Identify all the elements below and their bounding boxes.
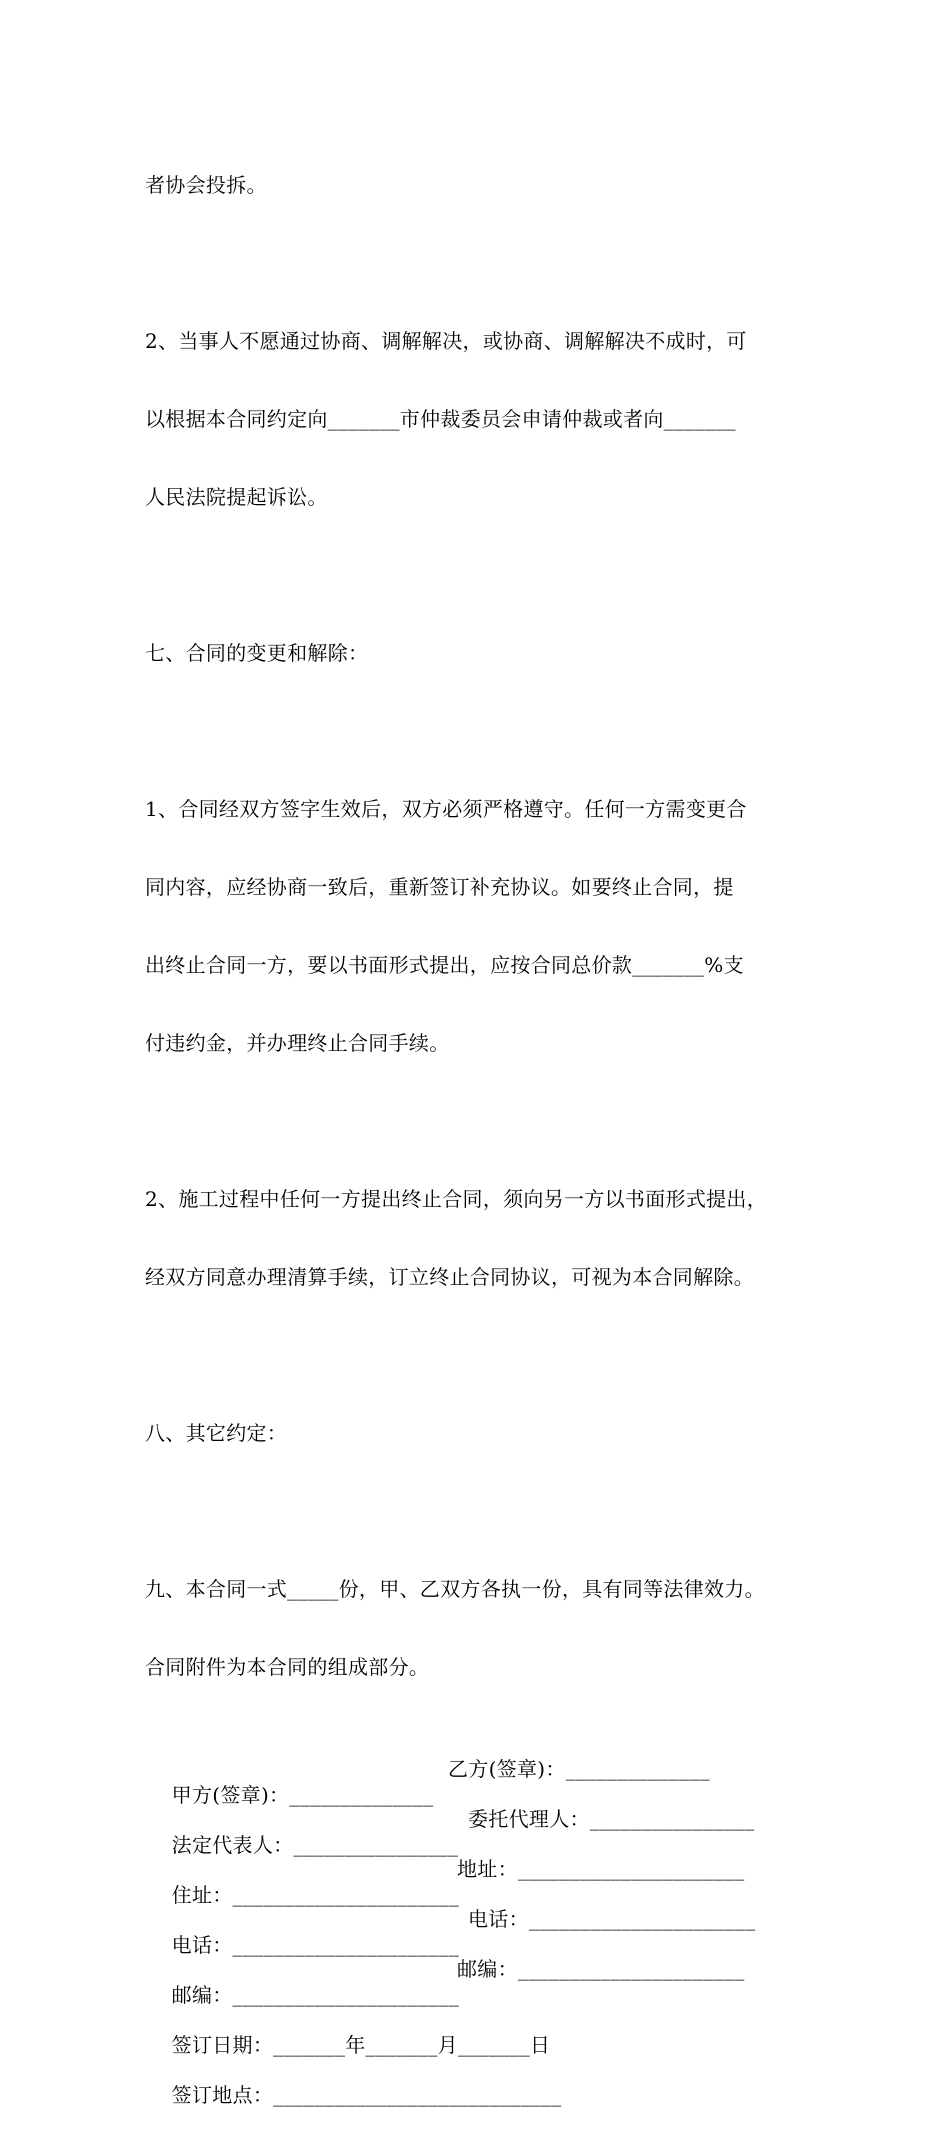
sign-date-field: 签订日期：_______年_______月_______日: [171, 2033, 551, 2057]
sign-place-field: 签订地点：____________________________: [171, 2083, 562, 2107]
postcode-a-field: 邮编：______________________: [171, 1983, 460, 2007]
paragraph-termination: [145, 1134, 835, 1342]
phone-a-field: 电话：______________________: [171, 1933, 460, 1957]
signature-row-date: [145, 2006, 835, 2057]
signature-row-representative: [145, 1806, 835, 1857]
signature-row-postcode: [145, 1956, 835, 2007]
postcode-b-field: 邮编：______________________: [457, 1957, 745, 1981]
paragraph-arbitration: [145, 276, 835, 562]
text-line: 出终止合同一方，要以书面形式提出，应按合同总价款_______%支: [145, 953, 744, 977]
text-line: 以根据本合同约定向_______市仲裁委员会申请仲裁或者向_______: [145, 407, 736, 431]
text-line: 者协会投拆。: [145, 173, 267, 197]
text-line: 九、本合同一式_____份，甲、乙双方各执一份，具有同等法律效力。: [145, 1577, 765, 1601]
signature-row-address: [145, 1856, 835, 1907]
text-line: 2、当事人不愿通过协商、调解解决，或协商、调解解决不成时，可: [145, 329, 747, 353]
agent-field: 委托代理人：________________: [468, 1807, 755, 1831]
text-line: 经双方同意办理清算手续，订立终止合同协议，可视为本合同解除。: [145, 1265, 754, 1289]
text-line: 同内容，应经协商一致后，重新签订补充协议。如要终止合同，提: [145, 875, 734, 899]
text-line: 1、合同经双方签字生效后，双方必须严格遵守。任何一方需变更合: [145, 797, 747, 821]
signature-row-place: [145, 2056, 835, 2107]
section-heading-7: [145, 588, 835, 718]
signature-row-phone: [145, 1906, 835, 1957]
text-line: 2、施工过程中任何一方提出终止合同，须向另一方以书面形式提出，: [145, 1187, 768, 1211]
section-heading-8: [145, 1368, 835, 1498]
address-a-field: 住址：______________________: [171, 1883, 460, 1907]
heading-text: 八、其它约定：: [145, 1421, 288, 1445]
address-b-field: 地址：______________________: [457, 1857, 745, 1881]
text-line: 人民法院提起诉讼。: [145, 485, 328, 509]
phone-b-field: 电话：______________________: [468, 1907, 756, 1931]
contract-page: [145, 120, 835, 2106]
party-a-sign-field: 甲方(签章)：______________: [171, 1783, 434, 1807]
text-line: 付违约金，并办理终止合同手续。: [145, 1031, 450, 1055]
heading-text: 七、合同的变更和解除：: [145, 641, 369, 665]
paragraph-copies: [145, 1524, 835, 1732]
paragraph-continuation: [145, 120, 835, 250]
legal-rep-field: 法定代表人：________________: [171, 1833, 459, 1857]
text-line: 合同附件为本合同的组成部分。: [145, 1655, 430, 1679]
paragraph-change-contract: [145, 744, 835, 1108]
signature-row-party: [145, 1756, 835, 1807]
party-b-sign-field: 乙方(签章)：______________: [448, 1757, 710, 1781]
